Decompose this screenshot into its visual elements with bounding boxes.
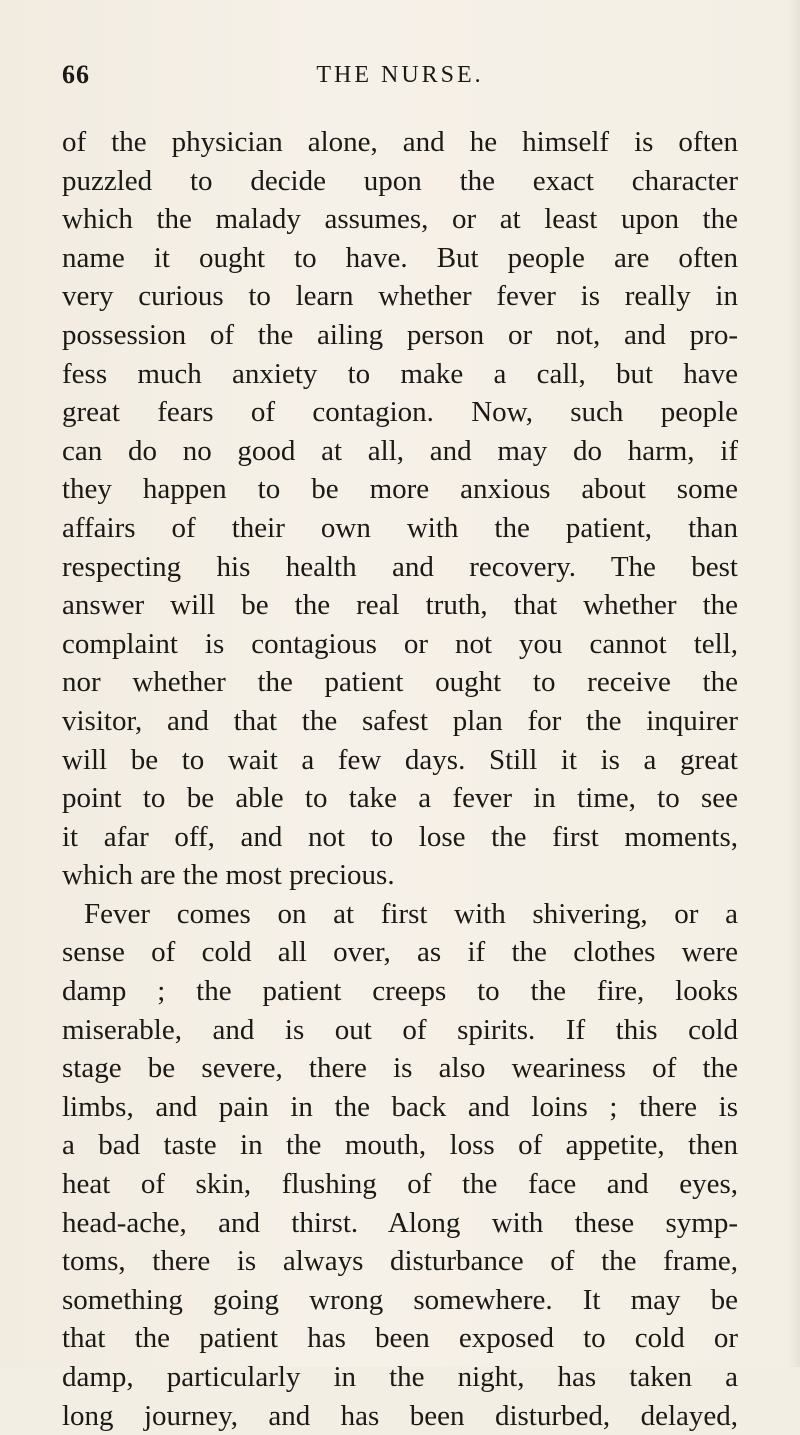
text-line: limbs, and pain in the back and loins ; there is (62, 1090, 738, 1123)
text-line: stage be severe, there is also weariness of the (62, 1052, 738, 1085)
text-line: damp, particularly in the night, has taken a (62, 1361, 738, 1393)
page-number: 66 (62, 60, 90, 89)
text-line: toms, there is always disturbance of the frame, (62, 1245, 738, 1278)
text-line: point to be able to take a fever in time, to see (62, 782, 738, 815)
text-line: nor whether the patient ought to receive the (62, 666, 738, 699)
text-line: which the malady assumes, or at least upon the (62, 203, 738, 236)
body-text (62, 123, 738, 1435)
text-line: heat of skin, flushing of the face and eyes, (62, 1168, 738, 1201)
text-line: name it ought to have. But people are often (62, 241, 738, 274)
text-line: puzzled to decide upon the exact character (62, 164, 738, 197)
text-line: fess much anxiety to make a call, but have (62, 357, 738, 390)
running-head: THE NURSE. (316, 62, 484, 88)
page-header (62, 60, 738, 100)
text-line: very curious to learn whether fever is really in (62, 280, 738, 313)
text-line: that the patient has been exposed to cold or (62, 1322, 738, 1355)
text-line: possession of the ailing person or not, and pro- (62, 318, 738, 351)
text-line: something going wrong somewhere. It may be (62, 1283, 738, 1316)
paragraph-1 (62, 123, 738, 895)
text-line: visitor, and that the safest plan for the inquirer (62, 704, 738, 737)
text-line: Fever comes on at first with shivering, or a (84, 897, 738, 930)
paragraph-2 (62, 895, 738, 1435)
text-line: complaint is contagious or not you cannot tell, (62, 627, 738, 660)
text-line: they happen to be more anxious about some (62, 473, 738, 506)
text-line: can do no good at all, and may do harm, if (62, 434, 738, 467)
text-line: answer will be the real truth, that whether the (62, 589, 738, 622)
text-line: damp ; the patient creeps to the fire, looks (62, 975, 738, 1008)
text-line: respecting his health and recovery. The best (62, 550, 738, 583)
text-line: of the physician alone, and he himself is often (62, 126, 738, 158)
text-line: it afar off, and not to lose the first moments, (62, 820, 738, 853)
text-line: affairs of their own with the patient, than (62, 511, 738, 544)
text-line: great fears of contagion. Now, such people (62, 396, 738, 429)
page-edge-shadow (788, 0, 800, 1367)
text-line: head-ache, and thirst. Along with these symp- (62, 1206, 738, 1239)
text-line: which are the most precious. (62, 859, 395, 892)
text-line: sense of cold all over, as if the clothes were (62, 936, 738, 969)
text-line: miserable, and is out of spirits. If this cold (62, 1013, 738, 1046)
text-line: long journey, and has been disturbed, delayed, (62, 1399, 738, 1432)
text-line: a bad taste in the mouth, loss of appetite, then (62, 1129, 738, 1162)
text-line: will be to wait a few days. Still it is a great (62, 743, 738, 776)
